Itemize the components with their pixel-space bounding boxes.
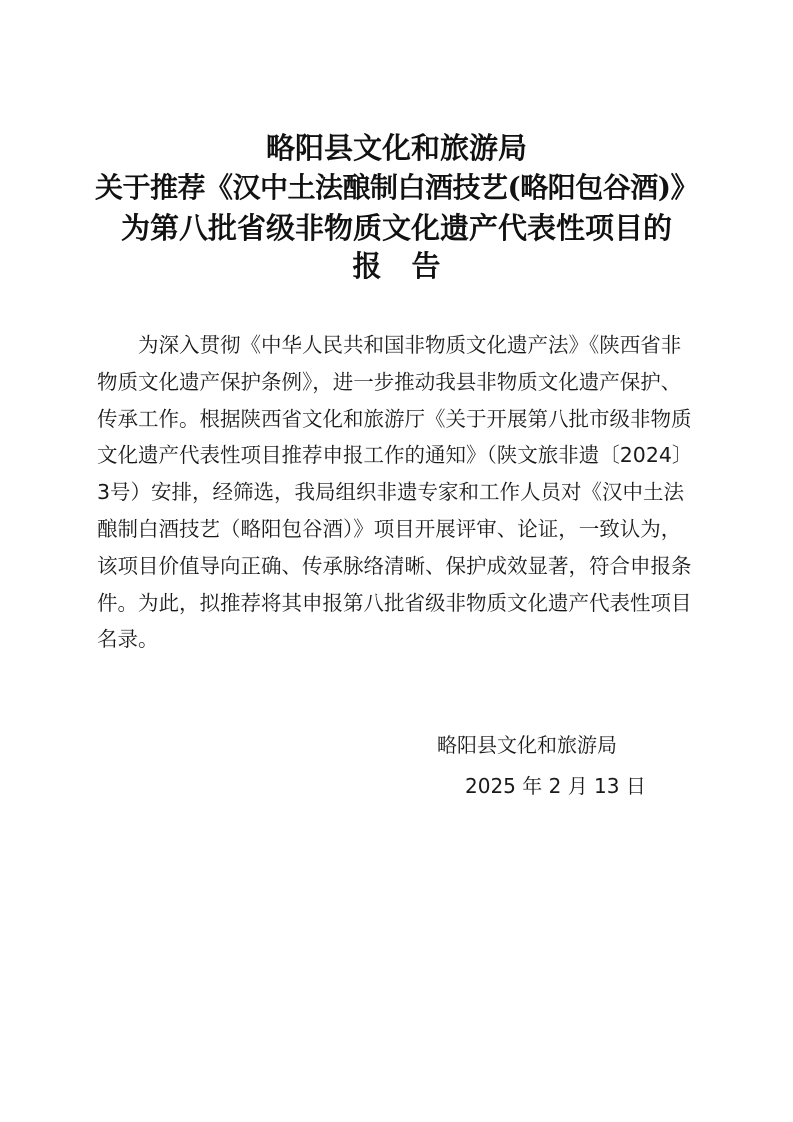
body-line: 物质文化遗产保护条例》，进一步推动我县非物质文化遗产保护、 [97, 369, 682, 394]
body-paragraph [97, 327, 707, 658]
title-subject: 关于推荐《汉中土法酿制白酒技艺(略阳包谷酒)》 [95, 171, 698, 204]
body-line: 传承工作。根据陕西省文化和旅游厅《关于开展第八批市级非物质 [97, 406, 692, 431]
body-line: 为深入贯彻《中华人民共和国非物质文化遗产法》《陕西省非 [97, 333, 682, 357]
signature-organization: 略阳县文化和旅游局 [437, 733, 617, 757]
title-issuer: 略阳县文化和旅游局 [265, 131, 527, 165]
body-line: 文化遗产代表性项目推荐申报工作的通知》（陕文旅非遗〔2024〕 [97, 443, 693, 468]
title-purpose: 为第八批省级非物质文化遗产代表性项目的 [120, 211, 672, 245]
body-line: 该项目价值导向正确、传承脉络清晰、保护成效显著，符合申报条 [97, 553, 692, 578]
title-report: 报告 [352, 249, 471, 283]
body-line: 酿制白酒技艺（略阳包谷酒）》项目开展评审、论证，一致认为， [97, 516, 682, 541]
body-line: 3号）安排，经筛选，我局组织非遗专家和工作人员对《汉中土法 [97, 480, 685, 505]
body-line: 件。为此，拟推荐将其申报第八批省级非物质文化遗产代表性项目 [97, 590, 692, 615]
body-line: 名录。 [97, 627, 159, 652]
signature-date: 2025 年 2 月 13 日 [465, 774, 646, 798]
